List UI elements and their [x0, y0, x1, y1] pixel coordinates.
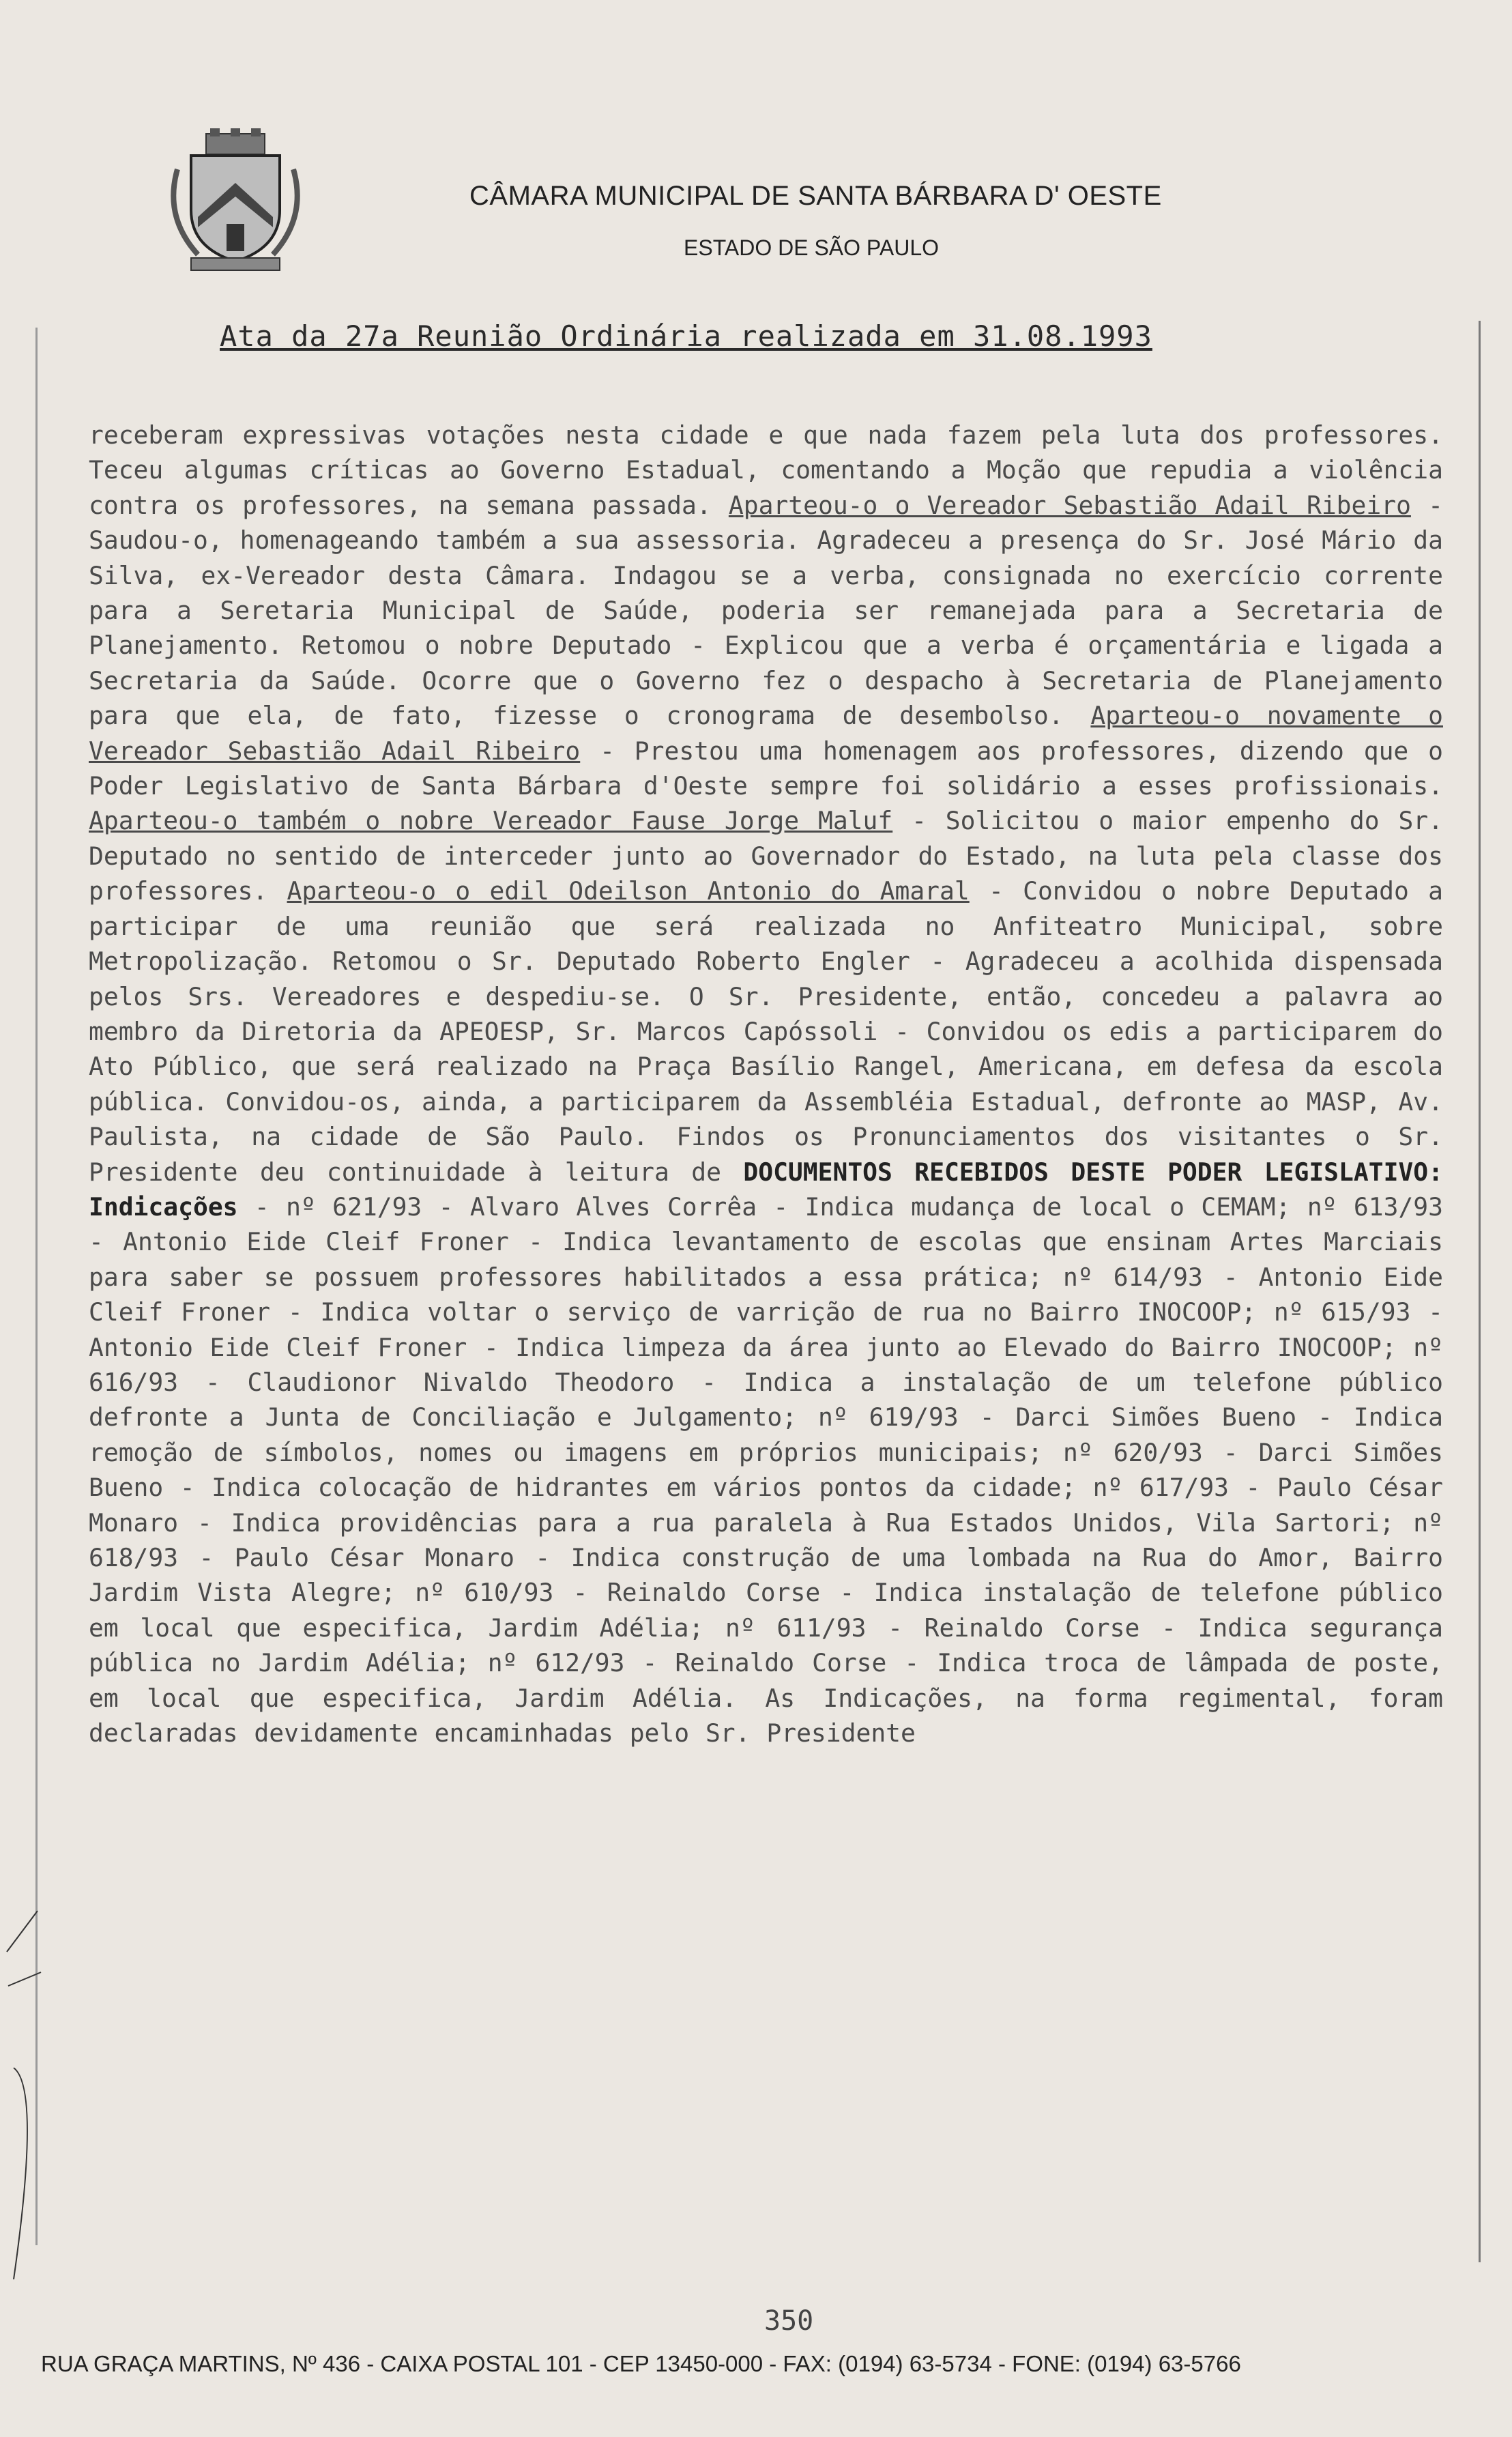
page-number: 350: [764, 2305, 814, 2337]
body-text-segment: - Convidou o nobre Deputado a participar de uma reunião que será realizada no Anfiteatro Municipal, sobre Metropolização. Retomou o Sr. Deputado Roberto Engler - Agradeceu a acolhida dispensada pelos Srs. Vereadores e despediu-se. O Sr. Presidente, então, concedeu a palavra ao membro da Diretoria da APEOESP, Sr. Marcos Capóssoli - Convidou os edis a participarem do Ato Público, que será realizado na Praça Basílio Rangel, Americana, em defesa da escola pública. Convidou-os, ainda, a participarem da Assembléia Estadual, defronte ao MASP, Av. Paulista, na cidade de São Paulo. Findos os Pronunciamentos dos visitantes o Sr. Presidente deu continuidade à leitura de: [89, 876, 1443, 1187]
section-heading-documents: DOCUMENTOS RECEBIDOS DESTE PODER LEGISLATIVO: Indicações: [89, 1157, 1443, 1222]
minutes-body: [89, 418, 1443, 1750]
institution-name: CÂMARA MUNICIPAL DE SANTA BÁRBARA D' OESTE: [469, 181, 1162, 211]
footer-address: RUA GRAÇA MARTINS, Nº 436 - CAIXA POSTAL 101 - CEP 13450-000 - FAX: (0194) 63-5734 - FONE: (0194) 63-5766: [41, 2351, 1241, 2376]
document-title: Ata da 27a Reunião Ordinária realizada em 31.08.1993: [220, 319, 1152, 353]
municipal-coat-of-arms: [164, 128, 307, 275]
aparte-heading: Aparteou-o o edil Odeilson Antonio do Amaral: [287, 876, 970, 906]
body-text-segment: receberam expressivas votações nesta cidade e que nada fazem pela luta dos professores. Teceu algumas críticas ao Governo Estadual, comentando a Moção que repudia a violência contra os professores, na semana passada.: [89, 420, 1443, 520]
margin-pencil-marks: [0, 1897, 82, 2279]
body-text-segment: - nº 621/93 - Alvaro Alves Corrêa - Indica mudança de local o CEMAM; nº 613/93 - Antonio Eide Cleif Froner - Indica levantamento de escolas que ensinam Artes Marciais para saber se possuem professores habilitados a essa prática; nº 614/93 - Antonio Eide Cleif Froner - Indica voltar o serviço de varrição de rua no Bairro INOCOOP; nº 615/93 - Antonio Eide Cleif Froner - Indica limpeza da área junto ao Elevado do Bairro INOCOOP; nº 616/93 - Claudionor Nivaldo Theodoro - Indica a instalação de um telefone público defronte a Junta de Conciliação e Julgamento; nº 619/93 - Darci Simões Bueno - Indica remoção de símbolos, nomes ou imagens em próprios municipais; nº 620/93 - Darci Simões Bueno - Indica colocação de hidrantes em vários pontos da cidade; nº 617/93 - Paulo César Monaro - Indica providências para a rua paralela à Rua Estados Unidos, Vila Sartori; nº 618/93 - Paulo César Monaro - Indica construção de uma lombada na Rua do Amor, Bairro Jardim Vista Alegre; nº 610/93 - Reinaldo Corse - Indica instalação de telefone público em local que especifica, Jardim Adélia; nº 611/93 - Reinaldo Corse - Indica segurança pública no Jardim Adélia; nº 612/93 - Reinaldo Corse - Indica troca de lâmpada de poste, em local que especifica, Jardim Adélia. As Indicações, na forma regimental, foram declaradas devidamente encaminhadas pelo Sr. Presidente: [89, 1192, 1443, 1748]
state-name: ESTADO DE SÃO PAULO: [684, 235, 940, 260]
body-text-segment: - Saudou-o, homenageando também a sua assessoria. Agradeceu a presença do Sr. José Mário da Silva, ex-Vereador desta Câmara. Indagou se a verba, consignada no exercício corrente para a Seretaria Municipal de Saúde, poderia ser remanejada para a Secretaria de Planejamento. Retomou o nobre Deputado - Explicou que a verba é orçamentária e ligada a Secretaria da Saúde. Ocorre que o Governo fez o despacho à Secretaria de Planejamento para que ela, de fato, fizesse o cronograma de desembolso.: [89, 490, 1443, 731]
body-text-segment: - Solicitou o maior empenho do Sr. Deputado no sentido de interceder junto ao Governador do Estado, na luta pela classe dos professores.: [89, 806, 1443, 906]
aparte-heading: Aparteou-o também o nobre Vereador Fause Jorge Maluf: [89, 806, 893, 836]
margin-rule-right: [1479, 321, 1481, 2262]
aparte-heading: Aparteou-o o Vereador Sebastião Adail Ribeiro: [728, 490, 1411, 520]
body-text-segment: - Prestou uma homenagem aos professores, dizendo que o Poder Legislativo de Santa Bárbara d'Oeste sempre foi solidário a esses profissionais.: [89, 736, 1443, 801]
aparte-heading: Aparteou-o novamente o Vereador Sebastião Adail Ribeiro: [89, 701, 1443, 766]
